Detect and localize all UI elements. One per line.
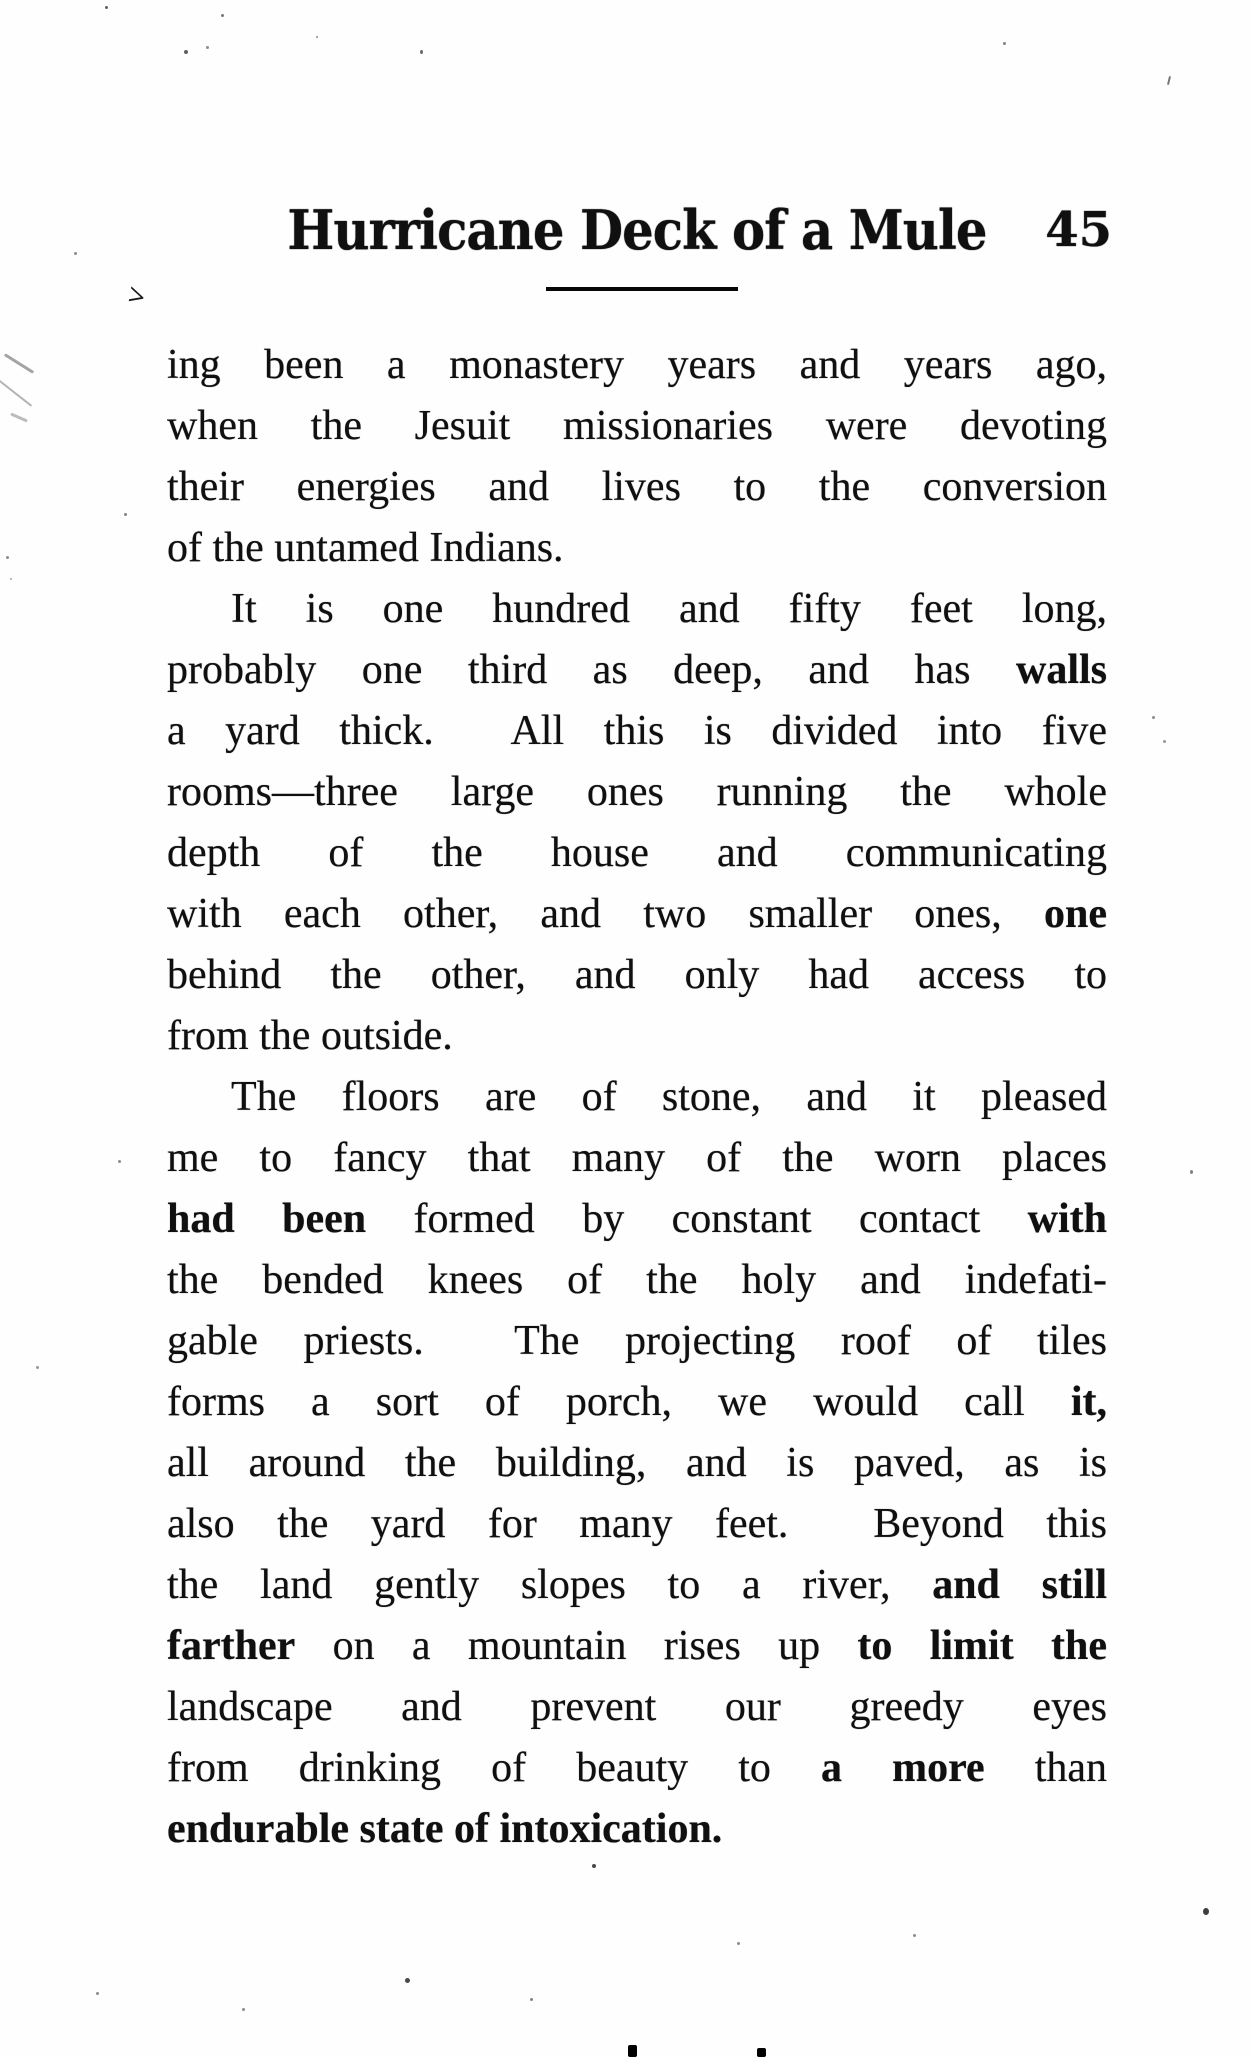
text-run: landscape and prevent our greedy eyes — [167, 1684, 1107, 1730]
text-run: their energies and lives to the conversion — [167, 464, 1107, 510]
speck — [96, 1992, 99, 1995]
text-line — [167, 1494, 1107, 1555]
text-line — [167, 823, 1107, 884]
text-run: a more — [821, 1745, 985, 1791]
pencil-mark — [4, 353, 34, 374]
text-line — [167, 1372, 1107, 1433]
text-line — [167, 1006, 1107, 1067]
speck — [118, 1160, 121, 1163]
text-line — [167, 1799, 1107, 1860]
text-run: than — [984, 1745, 1107, 1791]
text-line — [167, 1128, 1107, 1189]
text-run: formed by constant contact — [366, 1196, 1028, 1242]
running-head-title: Hurricane Deck of a Mule — [287, 198, 987, 262]
text-run: from drinking of beauty to — [167, 1745, 821, 1791]
text-block — [167, 335, 1107, 1860]
text-run: it, — [1070, 1379, 1107, 1425]
text-line — [167, 457, 1107, 518]
text-run: from the outside. — [167, 1013, 453, 1059]
text-line — [167, 762, 1107, 823]
speck — [316, 36, 318, 38]
text-line — [167, 1433, 1107, 1494]
text-run: had been — [167, 1196, 367, 1242]
speck — [1190, 1170, 1193, 1174]
speck — [737, 1942, 740, 1945]
text-line — [167, 884, 1107, 945]
text-run: behind the other, and only had access to — [167, 952, 1107, 998]
text-line — [167, 1250, 1107, 1311]
text-run: with each other, and two smaller ones, — [167, 891, 1044, 937]
text-line — [167, 1311, 1107, 1372]
speck — [184, 50, 188, 54]
text-run: It is one hundred and fifty feet long, — [231, 586, 1107, 632]
text-run: ing been a monastery years and years ago, — [167, 342, 1107, 388]
pencil-mark — [0, 379, 32, 406]
speck — [6, 556, 9, 559]
speck — [530, 1998, 533, 2001]
ink-blot — [628, 2045, 637, 2057]
speck — [10, 578, 12, 580]
speck — [1003, 42, 1006, 45]
text-run: depth of the house and communicating — [167, 830, 1107, 876]
speck — [36, 1366, 39, 1369]
text-run: a yard thick. All this is divided into five — [167, 708, 1107, 754]
text-run: gable priests. The projecting roof of tiles — [167, 1318, 1107, 1364]
speck — [405, 1978, 410, 1983]
paragraph — [167, 335, 1107, 579]
page-number: 45 — [1045, 202, 1112, 258]
text-line — [167, 1189, 1107, 1250]
speck — [1152, 716, 1155, 719]
text-run: with — [1027, 1196, 1107, 1242]
text-run: also the yard for many feet. Beyond this — [167, 1501, 1107, 1547]
text-run: and still — [932, 1562, 1107, 1608]
speck — [221, 14, 224, 17]
text-line — [167, 640, 1107, 701]
paragraph — [167, 1067, 1107, 1860]
text-run: walls — [1015, 647, 1107, 693]
text-line — [167, 701, 1107, 762]
ink-blot — [757, 2048, 766, 2057]
text-run: endurable state of intoxication. — [167, 1806, 723, 1852]
text-line — [167, 335, 1107, 396]
speck — [592, 1864, 596, 1868]
text-line — [167, 518, 1107, 579]
text-run: when the Jesuit missionaries were devoting — [167, 403, 1107, 449]
text-run: forms a sort of porch, we would call — [167, 1379, 1071, 1425]
speck — [913, 1934, 916, 1937]
text-run: The floors are of stone, and it pleased — [231, 1074, 1107, 1120]
speck — [1203, 1908, 1209, 1915]
ink-caret-mark: > — [125, 277, 148, 316]
paragraph — [167, 579, 1107, 1067]
header-rule — [546, 287, 738, 291]
speck — [242, 2008, 245, 2011]
text-line — [167, 579, 1107, 640]
speck — [1163, 740, 1166, 743]
text-run: on a mountain rises up — [295, 1623, 858, 1669]
text-run: all around the building, and is paved, as is — [167, 1440, 1107, 1486]
speck — [74, 252, 77, 255]
speck — [124, 513, 127, 516]
text-run: the bended knees of the holy and indefati- — [167, 1257, 1107, 1303]
pencil-mark — [10, 412, 28, 422]
text-run: probably one third as deep, and has — [167, 647, 1016, 693]
text-line — [167, 945, 1107, 1006]
text-run: to limit the — [857, 1623, 1107, 1669]
speck — [105, 6, 108, 9]
text-line — [167, 1677, 1107, 1738]
text-run: of the untamed Indians. — [167, 525, 564, 571]
text-line — [167, 1738, 1107, 1799]
speck — [420, 50, 423, 54]
text-line — [167, 396, 1107, 457]
text-run: the land gently slopes to a river, — [167, 1562, 933, 1608]
text-run: one — [1044, 891, 1107, 937]
text-line — [167, 1555, 1107, 1616]
text-line — [167, 1616, 1107, 1677]
text-line — [167, 1067, 1107, 1128]
speck — [1167, 76, 1171, 85]
speck — [206, 46, 209, 49]
text-run: me to fancy that many of the worn places — [167, 1135, 1107, 1181]
text-run: farther — [167, 1623, 296, 1669]
text-run: rooms—three large ones running the whole — [167, 769, 1107, 815]
page-header — [167, 198, 1107, 262]
